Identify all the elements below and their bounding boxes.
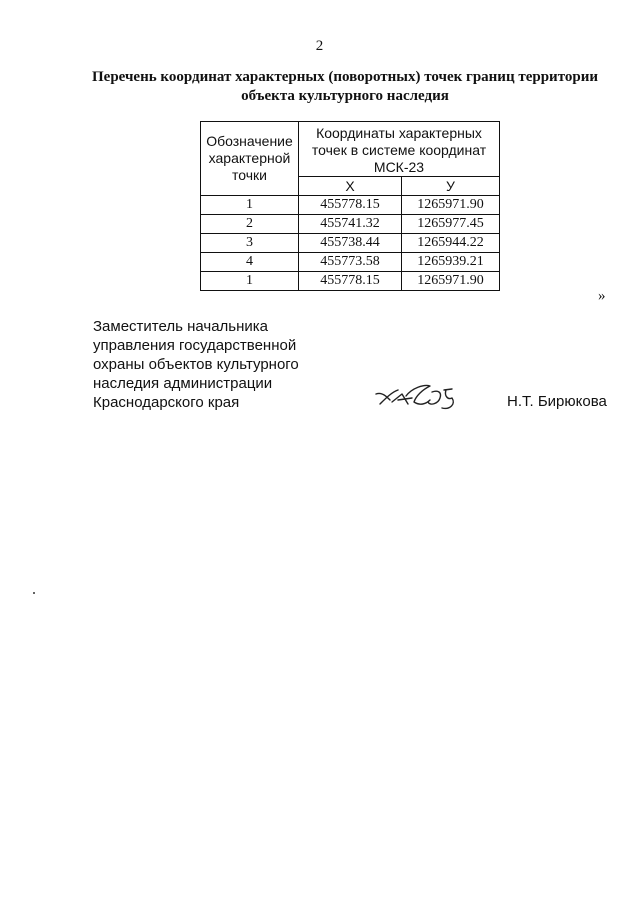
header-line: точек в системе координат <box>311 142 487 158</box>
coordinates-header <box>299 122 500 177</box>
title-line: объекта культурного наследия <box>241 88 449 104</box>
header-line: МСК-23 <box>373 159 425 175</box>
y-cell: 1265977.45 <box>402 215 500 234</box>
y-cell: 1265939.21 <box>402 253 500 272</box>
y-column-header: У <box>402 177 500 196</box>
header-line: Координаты характерных <box>316 125 482 141</box>
signatory-title-line: охраны объектов культурного <box>93 356 299 373</box>
x-column-header: X <box>299 177 402 196</box>
signatory-title-line: Краснодарского края <box>93 394 240 411</box>
x-cell: 455773.58 <box>299 253 402 272</box>
page-number: 2 <box>315 38 324 54</box>
point-cell: 2 <box>201 215 299 234</box>
scan-speck <box>33 592 35 594</box>
table-row <box>201 253 500 272</box>
header-line: Обозначение <box>206 133 293 149</box>
point-cell: 1 <box>201 272 299 291</box>
point-cell: 4 <box>201 253 299 272</box>
header-line: характерной <box>208 150 291 166</box>
point-designation-header <box>201 122 299 196</box>
x-cell: 455741.32 <box>299 215 402 234</box>
signatory-title-line: управления государственной <box>93 337 297 354</box>
table-row <box>201 215 500 234</box>
signatory-title <box>93 317 323 412</box>
title-line: Перечень координат характерных (поворотных) точек границ территории <box>92 69 598 85</box>
table-row <box>201 196 500 215</box>
point-cell: 1 <box>201 196 299 215</box>
document-title <box>60 68 630 106</box>
signer-name: Н.Т. Бирюкова <box>507 393 607 410</box>
y-cell: 1265971.90 <box>402 272 500 291</box>
header-line: точки <box>232 167 267 183</box>
x-cell: 455738.44 <box>299 234 402 253</box>
closing-quote: » <box>598 288 606 304</box>
x-cell: 455778.15 <box>299 196 402 215</box>
signatory-title-line: наследия администрации <box>93 375 273 392</box>
table-row <box>201 234 500 253</box>
signatory-title-line: Заместитель начальника <box>93 318 269 335</box>
coordinates-table <box>200 121 500 291</box>
table-row <box>201 272 500 291</box>
y-cell: 1265944.22 <box>402 234 500 253</box>
point-cell: 3 <box>201 234 299 253</box>
x-cell: 455778.15 <box>299 272 402 291</box>
y-cell: 1265971.90 <box>402 196 500 215</box>
handwritten-signature <box>372 380 462 416</box>
